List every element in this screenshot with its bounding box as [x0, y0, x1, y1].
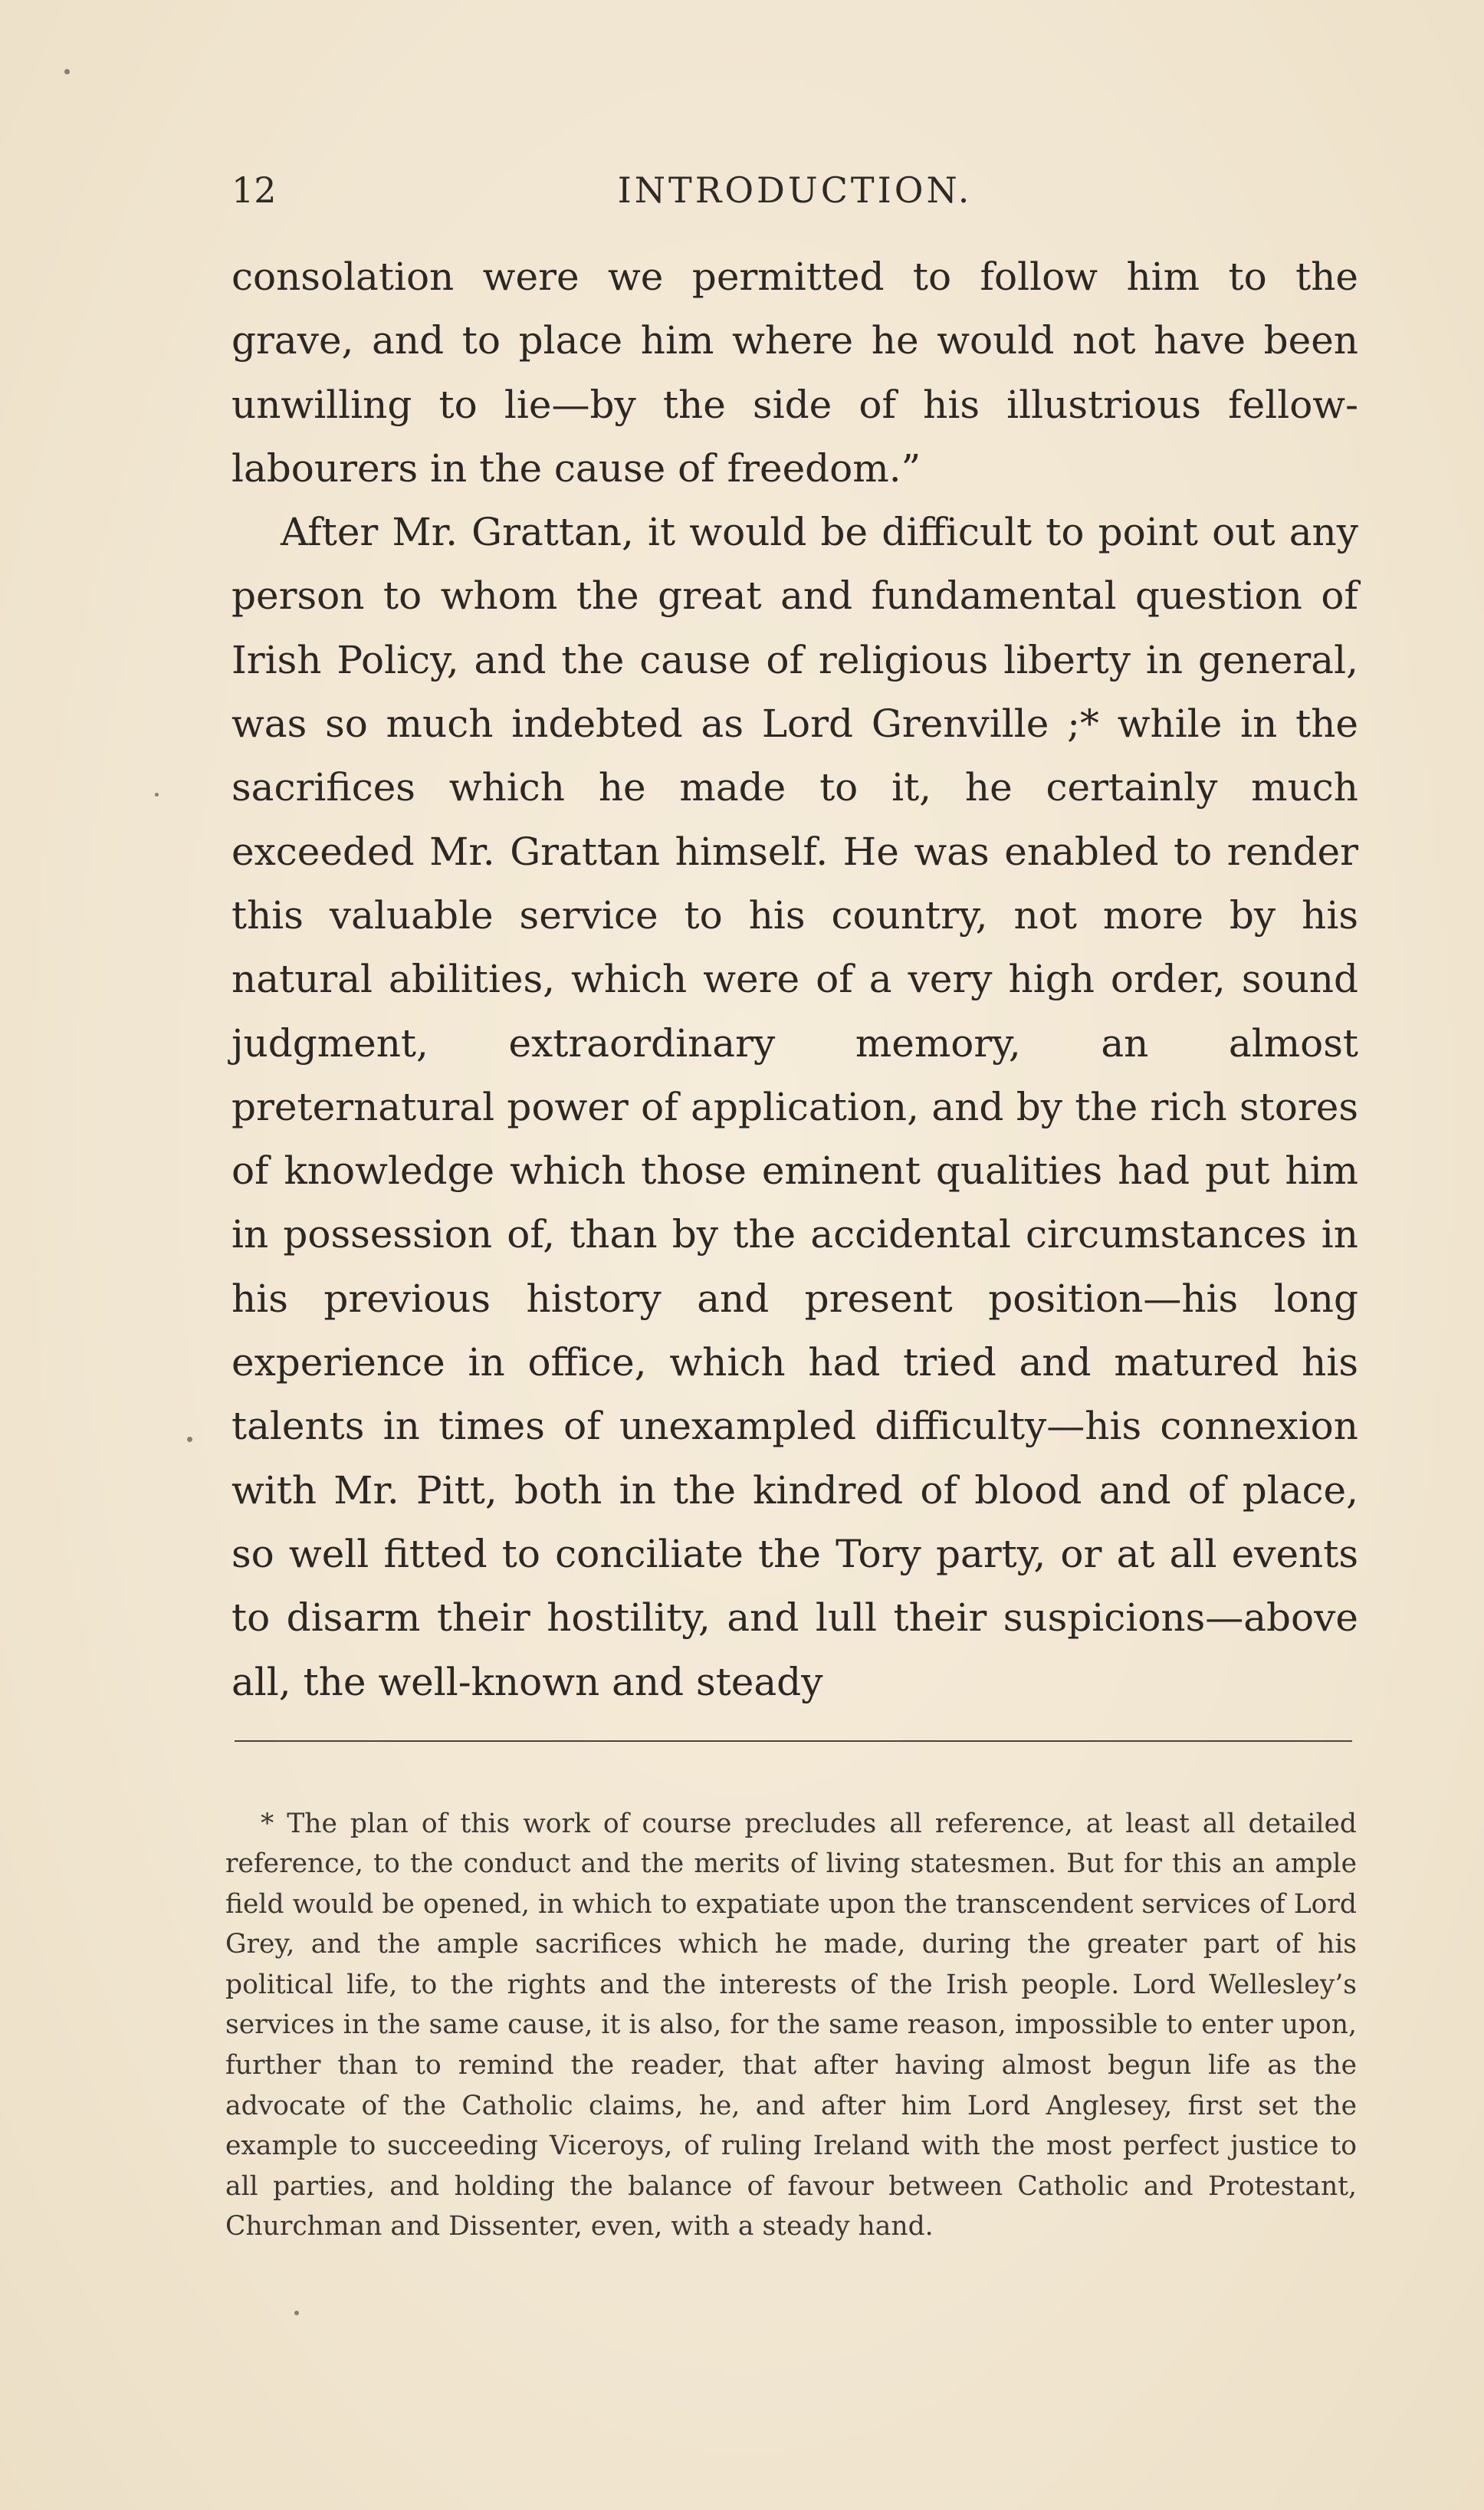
paragraph-continuation: consolation were we permitted to follow him to the grave, and to place him where he would not have been unwilling to lie—by the side of his illustrious fellow-labourers in the cause of freedom.”	[231, 255, 1358, 491]
footnote-rule	[235, 1740, 1352, 1742]
paper-speck	[64, 69, 70, 74]
paper-speck	[294, 2311, 299, 2315]
paper-speck	[187, 1437, 192, 1442]
paragraph-grenville: After Mr. Grattan, it would be difficult to point out any person to whom the great and fundamental question of Irish Policy, and the cause of religious liberty in general, was so much indebted as Lord Grenville ;* while in the sacrifices which he made to it, he certainly much exceeded Mr. Grattan himself. He was enabled to render this valuable service to his country, not more by his natural abilities, which were of a very high order, sound judgment, extraordinary memory, an almost preternatural power of application, and by the rich stores of knowledge which those eminent qualities had put him in possession of, than by the accidental circumstances in his previous history and present position—his long experience in office, which had tried and matured his talents in times of unexampled difficulty—his connexion with Mr. Pitt, both in the kindred of blood and of place, so well fitted to conciliate the Tory party, or at all events to disarm their hostility, and lull their suspicions—above all, the well-known and steady	[231, 510, 1358, 1704]
paper-speck	[155, 793, 159, 797]
page-header	[231, 167, 1358, 221]
page-number: 12	[231, 169, 277, 211]
running-head: INTRODUCTION.	[617, 169, 973, 211]
footnote: * The plan of this work of course precludes all reference, at least all detailed reference, to the conduct and the merits of living statesmen. But for this an ample field would be opened, in which to expatiate upon the transcendent services of Lord Grey, and the ample sacrifices which he made, during the greater part of his political life, to the rights and the interests of the Irish people. Lord Wellesley’s services in the same cause, it is also, for the same reason, impossible to enter upon, further than to remind the reader, that after having almost begun life as the advocate of the Catholic claims, he, and after him Lord Anglesey, first set the example to succeeding Viceroys, of ruling Ireland with the most perfect justice to all parties, and holding the balance of favour between Catholic and Protestant, Churchman and Dissenter, even, with a steady hand.	[225, 1808, 1357, 2242]
body-text	[231, 245, 1358, 1714]
